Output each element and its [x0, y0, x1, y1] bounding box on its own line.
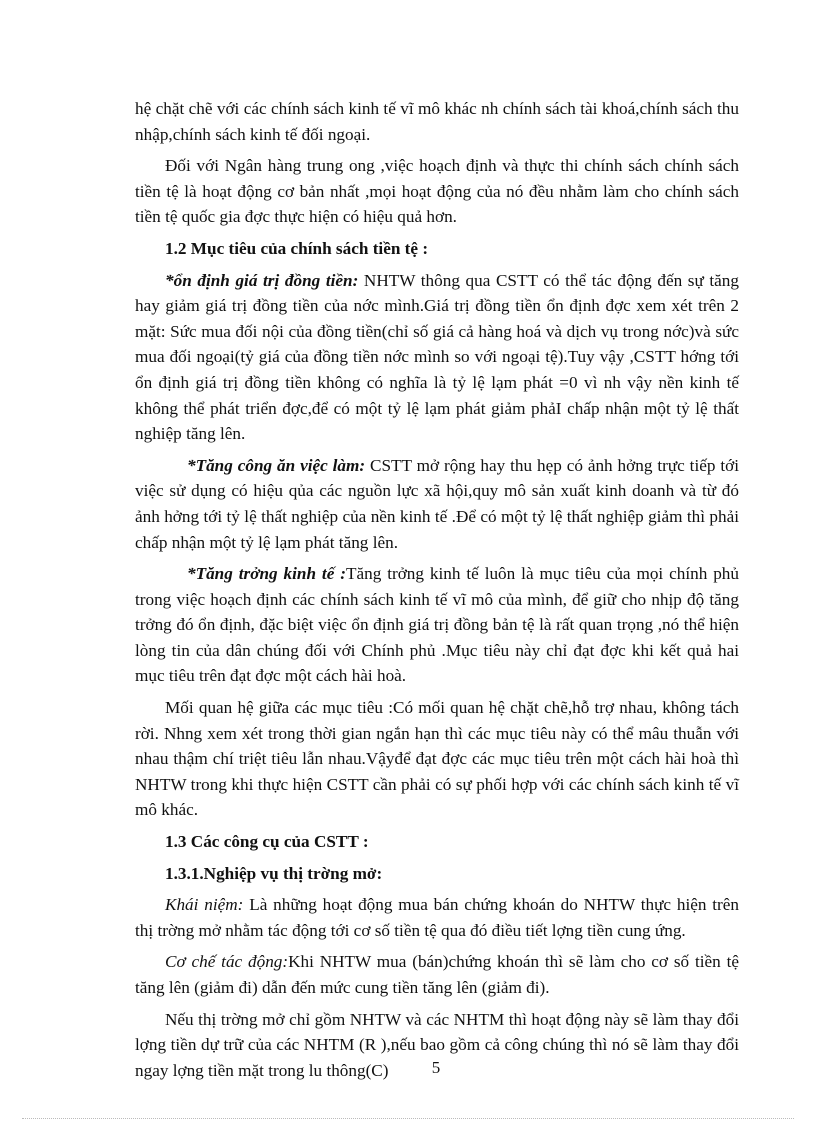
paragraph-continuation: hệ chặt chẽ với các chính sách kinh tế vĩ mô khác nh chính sách tài khoá,chính sách thu nhập,chính sách kinh tế đối ngoại.: [135, 99, 739, 144]
page-number: 5: [431, 1058, 441, 1077]
section-heading-1-3: 1.3 Các công cụ của CSTT :: [165, 832, 369, 852]
section-heading-1-2: 1.2 Mục tiêu của chính sách tiền tệ :: [165, 238, 429, 258]
paragraph-definition: [135, 892, 739, 943]
footer-divider: [22, 1118, 794, 1119]
section-heading-1-3-1: 1.3.1.Nghiệp vụ thị trờng mở:: [165, 863, 383, 883]
term-definition: Khái niệm:: [165, 895, 244, 915]
text-definition: Là những hoạt động mua bán chứng khoán do NHTW thực hiện trên thị trờng mở nhằm tác động tới cơ số tiền tệ qua đó điều tiết lợng tiền cung ứng.: [135, 895, 739, 940]
term-economic-growth: *Tăng trởng kinh tế :: [187, 564, 346, 584]
term-employment: *Tăng công ăn việc làm:: [187, 455, 366, 475]
paragraph-employment: [135, 453, 739, 555]
paragraph-currency-stability: [135, 268, 739, 447]
text-currency-stability: NHTW thông qua CSTT có thể tác động đến sự tăng hay giảm giá trị đồng tiền của nớc mình.Giá trị đồng tiền ổn định đợc xem xét trên 2 mặt: Sức mua đối nội của đồng tiền(chỉ số giá cả hàng hoá và dịch vụ trong nớc)và sức mua đối ngoại(tỷ giá của đồng tiền nớc mình so với ngoại tệ).Tuy vậy ,CSTT hớng tới ổn định giá trị đồng tiền không có nghĩa là tỷ lệ lạm phát =0 vì nh vậy nền kinh tế không thể phát triển đợc,để có một tỷ lệ lạm phát giảm phảI chấp nhận một tỷ lệ thất nghiệp tăng lên.: [135, 270, 739, 444]
text-economic-growth: Tăng trởng kinh tế luôn là mục tiêu của mọi chính phủ trong việc hoạch định các chính sách kinh tế vĩ mô của mình, để giữ cho nhịp độ tăng trởng đó ổn định, đặc biệt việc ổn định giá trị đồng bản tệ là rất quan trọng ,nó thể hiện lòng tin của dân chúng đối với Chính phủ .Mục tiêu này chỉ đạt đợc khi kết quả hai mục tiêu trên đạt đợc một cách hài hoà.: [135, 564, 739, 686]
paragraph-central-bank: Đối với Ngân hàng trung ong ,việc hoạch định và thực thi chính sách chính sách tiền tệ là hoạt động cơ bản nhất ,mọi hoạt động của nó đều nhằm làm cho chính sách tiền tệ quốc gia đợc thực hiện có hiệu quả hơn.: [135, 156, 739, 227]
paragraph-economic-growth: [135, 561, 739, 689]
paragraph-mechanism: [135, 949, 739, 1000]
term-mechanism: Cơ chế tác động:: [165, 952, 289, 972]
paragraph-goal-relationship: Mối quan hệ giữa các mục tiêu :Có mối quan hệ chặt chẽ,hỗ trợ nhau, không tách rời. Nhng xem xét trong thời gian ngắn hạn thì các mục tiêu này có thể mâu thuẫn với nhau thậm chí triệt tiêu lẫn nhau.Vậyđể đạt đợc các mục tiêu trên một cách hài hoà thì NHTW trong khi thực hiện CSTT cần phải có sự phối hợp với các chính sách kinh tế vĩ mô khác.: [135, 698, 739, 820]
paragraph-open-market: Nếu thị trờng mở chỉ gồm NHTW và các NHTM thì hoạt động này sẽ làm thay đổi lợng tiền dự trữ của các NHTM (R ),nếu bao gồm cả công chúng thì nó sẽ làm thay đổi ngay lợng tiền mặt trong lu thông(C): [135, 1009, 739, 1080]
text-employment: CSTT mở rộng hay thu hẹp có ảnh hởng trực tiếp tới việc sử dụng có hiệu qủa các nguồn lực xã hội,quy mô sản xuất kinh doanh và từ đó ảnh hởng tới tỷ lệ thất nghiệp của nền kinh tế .Để có một tỷ lệ thất nghiệp giảm thì phải chấp nhận một tỷ lệ lạm phát tăng lên.: [135, 455, 739, 552]
document-body: [135, 96, 739, 1089]
term-currency-stability: *ổn định giá trị đồng tiền:: [165, 270, 359, 290]
text-mechanism: Khi NHTW mua (bán)chứng khoán thì sẽ làm cho cơ số tiền tệ tăng lên (giảm đi) dẫn đến mức cung tiền tăng lên (giảm đi).: [135, 952, 739, 997]
